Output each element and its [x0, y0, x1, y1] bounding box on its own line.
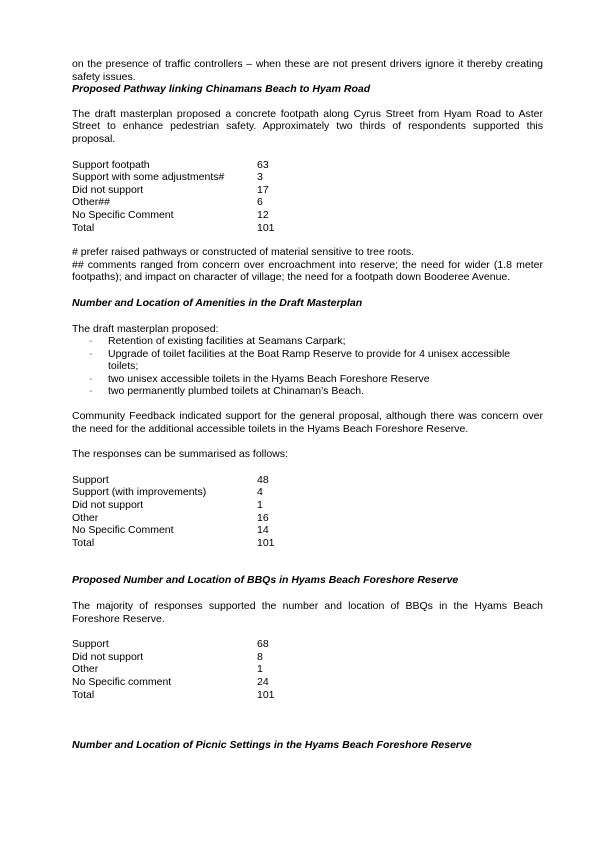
amenities-results-table: [72, 474, 317, 550]
row-label: Other: [72, 511, 99, 524]
list-item-text: two unisex accessible toilets in the Hyams Beach Foreshore Reserve: [108, 372, 430, 385]
table-row: [72, 524, 317, 537]
row-label: Support with some adjustments#: [72, 171, 225, 184]
row-value: 101: [257, 221, 275, 234]
amenities-bullet-list: [72, 335, 543, 398]
table-row: [72, 171, 317, 184]
picnic-heading: Number and Location of Picnic Settings in the Hyams Beach Foreshore Reserve: [72, 739, 472, 752]
list-item: [72, 373, 543, 386]
row-label: Total: [72, 536, 95, 549]
document-page: [72, 58, 543, 752]
row-value: 8: [257, 650, 263, 663]
table-row: [72, 474, 317, 487]
table-row: [72, 196, 317, 209]
footnote-double-hash: ## comments ranged from concern over encroachment into reserve; the need for wider (1.8 meter footpaths); and impact on character of village; the need for a footpath down Booderee Avenue.: [72, 258, 543, 284]
row-label: Total: [72, 688, 95, 701]
row-value: 17: [257, 183, 269, 196]
row-value: 6: [257, 196, 263, 209]
table-row: [72, 499, 317, 512]
list-item-text: two permanently plumbed toilets at Chinaman’s Beach.: [108, 385, 365, 398]
row-value: 1: [257, 499, 263, 512]
table-row: [72, 537, 317, 550]
pathway-paragraph: The draft masterplan proposed a concrete footpath along Cyrus Street from Hyam Road to Aster Street to enhance pedestrian safety. Approximately two thirds of respondents supported this proposal.: [72, 107, 543, 145]
row-label: Support (with improvements): [72, 486, 207, 499]
table-row: [72, 209, 317, 222]
row-value: 101: [257, 688, 275, 701]
row-value: 3: [257, 171, 263, 184]
bullet-marker: -: [89, 335, 93, 348]
table-row: [72, 689, 317, 702]
row-value: 101: [257, 536, 275, 549]
footnote-single-hash: # prefer raised pathways or constructed of material sensitive to tree roots.: [72, 246, 414, 259]
table-row: [72, 222, 317, 235]
bbqs-heading: Proposed Number and Location of BBQs in Hyams Beach Foreshore Reserve: [72, 574, 459, 587]
row-label: No Specific Comment: [72, 208, 174, 221]
bbqs-paragraph: The majority of responses supported the number and location of BBQs in the Hyams Beach Foreshore Reserve.: [72, 600, 543, 625]
list-item: [72, 385, 543, 398]
amenities-feedback: Community Feedback indicated support for the general proposal, although there was concern over the need for the additional accessible toilets in the Hyams Beach Foreshore Reserve.: [72, 410, 543, 435]
row-label: No Specific comment: [72, 675, 172, 688]
row-value: 48: [257, 473, 269, 486]
row-label: Did not support: [72, 183, 144, 196]
row-value: 16: [257, 511, 269, 524]
table-row: [72, 486, 317, 499]
table-row: [72, 651, 317, 664]
table-row: [72, 512, 317, 525]
intro-paragraph: on the presence of traffic controllers – when these are not present drivers ignore it thereby creating safety issues.: [72, 58, 543, 83]
table-row: [72, 159, 317, 172]
pathway-results-table: [72, 159, 317, 235]
row-label: Support: [72, 473, 109, 486]
row-label: Did not support: [72, 499, 144, 512]
row-value: 14: [257, 524, 269, 537]
amenities-intro: The draft masterplan proposed:: [72, 322, 219, 335]
bbqs-results-table: [72, 638, 317, 701]
row-value: 4: [257, 486, 263, 499]
table-row: [72, 676, 317, 689]
row-label: Support: [72, 638, 109, 651]
table-row: [72, 184, 317, 197]
row-label: Other: [72, 663, 99, 676]
row-label: Total: [72, 221, 95, 234]
row-value: 24: [257, 675, 269, 688]
bullet-marker: -: [89, 372, 93, 385]
row-label: Support footpath: [72, 158, 150, 171]
row-value: 12: [257, 208, 269, 221]
list-item-text: Upgrade of toilet facilities at the Boat Ramp Reserve to provide for 4 unisex accessible toilets;: [108, 347, 511, 373]
bullet-marker: -: [89, 347, 93, 360]
row-label: Other##: [72, 196, 110, 209]
row-value: 1: [257, 663, 263, 676]
table-row: [72, 663, 317, 676]
row-value: 68: [257, 638, 269, 651]
row-value: 63: [257, 158, 269, 171]
pathway-heading: Proposed Pathway linking Chinamans Beach to Hyam Road: [72, 83, 371, 96]
table-row: [72, 638, 317, 651]
list-item-text: Retention of existing facilities at Seamans Carpark;: [108, 335, 346, 348]
row-label: No Specific Comment: [72, 524, 174, 537]
list-item: [72, 348, 543, 373]
amenities-heading: Number and Location of Amenities in the Draft Masterplan: [72, 296, 363, 309]
amenities-summary: The responses can be summarised as follows:: [72, 448, 288, 461]
row-label: Did not support: [72, 650, 144, 663]
bullet-marker: -: [89, 385, 93, 398]
list-item: [72, 335, 543, 348]
